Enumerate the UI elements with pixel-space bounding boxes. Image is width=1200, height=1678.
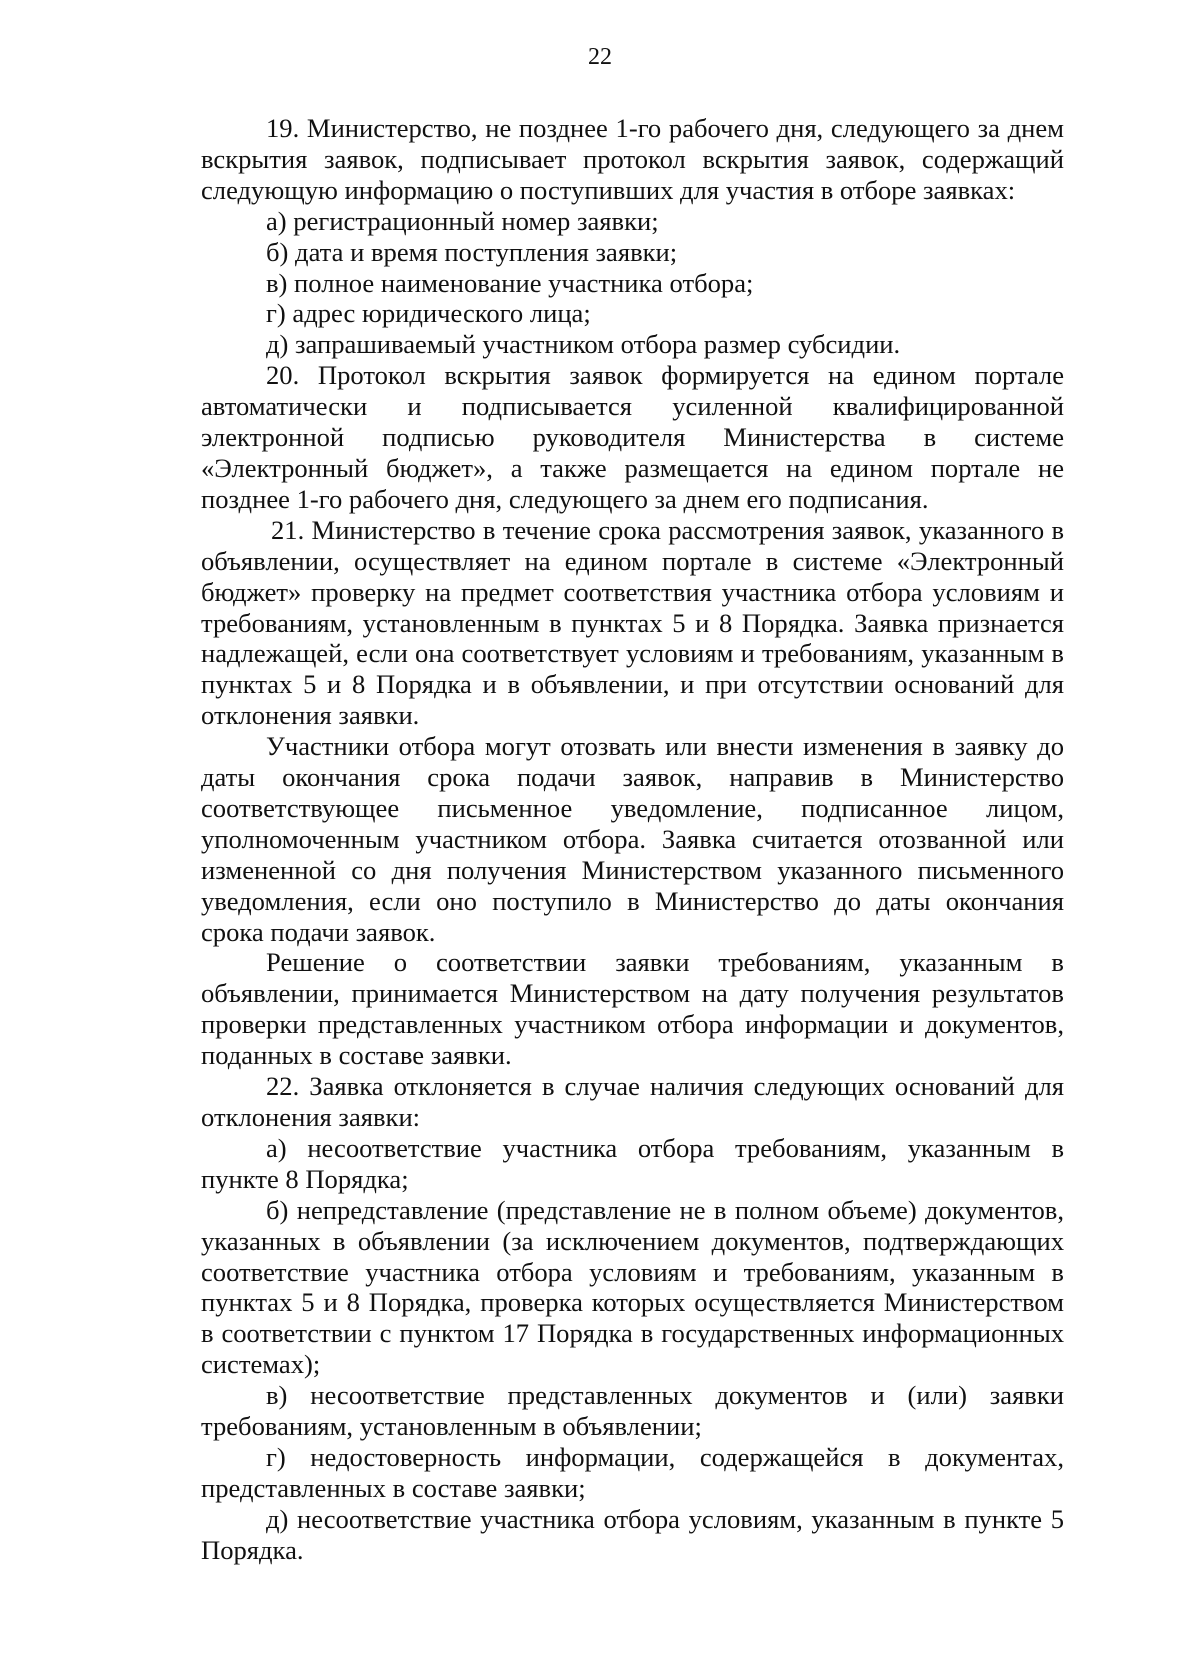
list-item-d: д) запрашиваемый участником отбора размер субсидии. <box>266 329 901 360</box>
rejection-item-b: б) непредставление (представление не в полном объеме) документов, указанных в объявлении (за исключением документов, подтверждающих соответствие участника отбора условиям и требованиям, указанным в пунктах 5 и 8 Порядка, проверка которых осуществляется Министерством в соответствии с пунктом 17 Порядка в государственных информационных системах); <box>201 1194 1064 1380</box>
rejection-item-v: в) несоответствие представленных документов и (или) заявки требованиям, установленным в объявлении; <box>201 1380 1064 1442</box>
paragraph-20: 20. Протокол вскрытия заявок формируется на едином портале автоматически и подписывается усиленной квалифицированной электронной подписью руководителя Министерства в системе «Электронный бюджет», а также размещается на едином портале не позднее 1-го рабочего дня, следующего за днем его подписания. <box>201 360 1064 514</box>
document-body <box>201 113 1064 1566</box>
list-item-a: а) регистрационный номер заявки; <box>266 205 659 236</box>
paragraph-19: 19. Министерство, не позднее 1-го рабочего дня, следующего за днем вскрытия заявок, подписывает протокол вскрытия заявок, содержащий следующую информацию о поступивших для участия в отборе заявках: <box>201 113 1064 205</box>
list-item-v: в) полное наименование участника отбора; <box>266 267 754 298</box>
paragraph-22: 22. Заявка отклоняется в случае наличия следующих оснований для отклонения заявки: <box>201 1071 1064 1132</box>
paragraph-21: 21. Министерство в течение срока рассмотрения заявок, указанного в объявлении, осуществляет на едином портале в системе «Электронный бюджет» проверку на предмет соответствия участника отбора условиям и требованиям, установленным в пунктах 5 и 8 Порядка. Заявка признается надлежащей, если она соответствует условиям и требованиям, указанным в пунктах 5 и 8 Порядка и в объявлении, и при отсутствии оснований для отклонения заявки. <box>201 514 1064 731</box>
list-item-g: г) адрес юридического лица; <box>266 298 591 329</box>
rejection-item-a: а) несоответствие участника отбора требованиям, указанным в пункте 8 Порядка; <box>201 1132 1064 1194</box>
list-item-b: б) дата и время поступления заявки; <box>266 236 678 267</box>
page-number: 22 <box>588 44 612 70</box>
rejection-item-g: г) недостоверность информации, содержащейся в документах, представленных в составе заявки; <box>201 1441 1064 1503</box>
rejection-item-d: д) несоответствие участника отбора условиям, указанным в пункте 5 Порядка. <box>201 1503 1064 1565</box>
paragraph-decision: Решение о соответствии заявки требованиям, указанным в объявлении, принимается Министерством на дату получения результатов проверки представленных участником отбора информации и документов, поданных в составе заявки. <box>201 947 1064 1071</box>
paragraph-withdrawal: Участники отбора могут отозвать или внести изменения в заявку до даты окончания срока подачи заявок, направив в Министерство соответствующее письменное уведомление, подписанное лицом, уполномоченным участником отбора. Заявка считается отозванной или измененной со дня получения Министерством указанного письменного уведомления, если оно поступило в Министерство до даты окончания срока подачи заявок. <box>201 731 1064 947</box>
